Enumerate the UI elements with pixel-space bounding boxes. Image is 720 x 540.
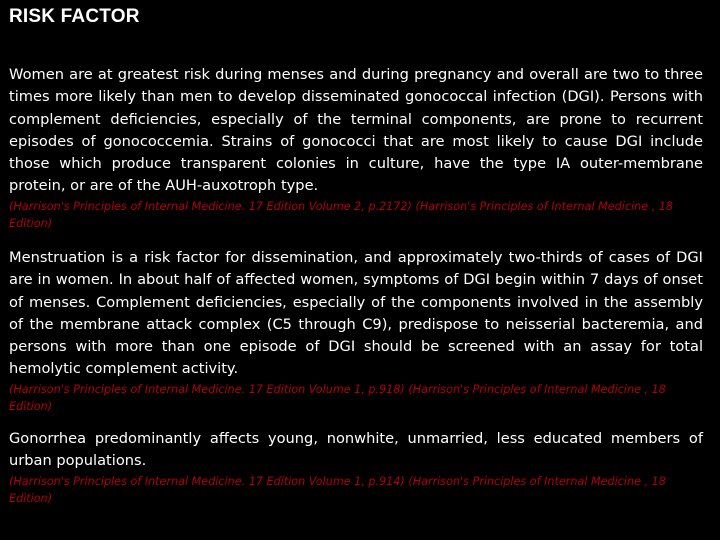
- citation-3: (Harrison's Principles of Internal Medicine. 17 Edition Volume 1, p.914) (Harrison's Principles of Internal Medicine , 18 Edition): [9, 474, 666, 505]
- citation-1: (Harrison's Principles of Internal Medicine. 17 Edition Volume 2, p.2172) (Harrison's Principles of Internal Medicine , 18 Edition): [9, 199, 673, 230]
- citation-2: (Harrison's Principles of Internal Medicine. 17 Edition Volume 1, p.918) (Harrison's Principles of Internal Medicine , 18 Edition): [9, 382, 666, 413]
- slide-title: RISK FACTOR: [9, 6, 140, 27]
- paragraph-3: Gonorrhea predominantly affects young, nonwhite, unmarried, less educated members of urban populations.: [9, 430, 703, 470]
- text-block-1: [9, 64, 703, 232]
- text-block-2: [9, 247, 703, 415]
- paragraph-1: Women are at greatest risk during menses and during pregnancy and overall are two to three times more likely than men to develop disseminated gonococcal infection (DGI). Persons with complement deficiencies, especially of the terminal components, are prone to recurrent episodes of gonococcemia. Strains of gonococci that are most likely to cause DGI include those which produce transparent colonies in culture, have the type IA outer-membrane protein, or are of the AUH-auxotroph type.: [9, 66, 703, 195]
- paragraph-2: Menstruation is a risk factor for dissemination, and approximately two-thirds of cases of DGI are in women. In about half of affected women, symptoms of DGI begin within 7 days of onset of menses. Complement deficiencies, especially of the components involved in the assembly of the membrane attack complex (C5 through C9), predispose to neisserial bacteremia, and persons with more than one episode of DGI should be screened with an assay for total hemolytic complement activity.: [9, 249, 703, 378]
- text-block-3: [9, 428, 703, 507]
